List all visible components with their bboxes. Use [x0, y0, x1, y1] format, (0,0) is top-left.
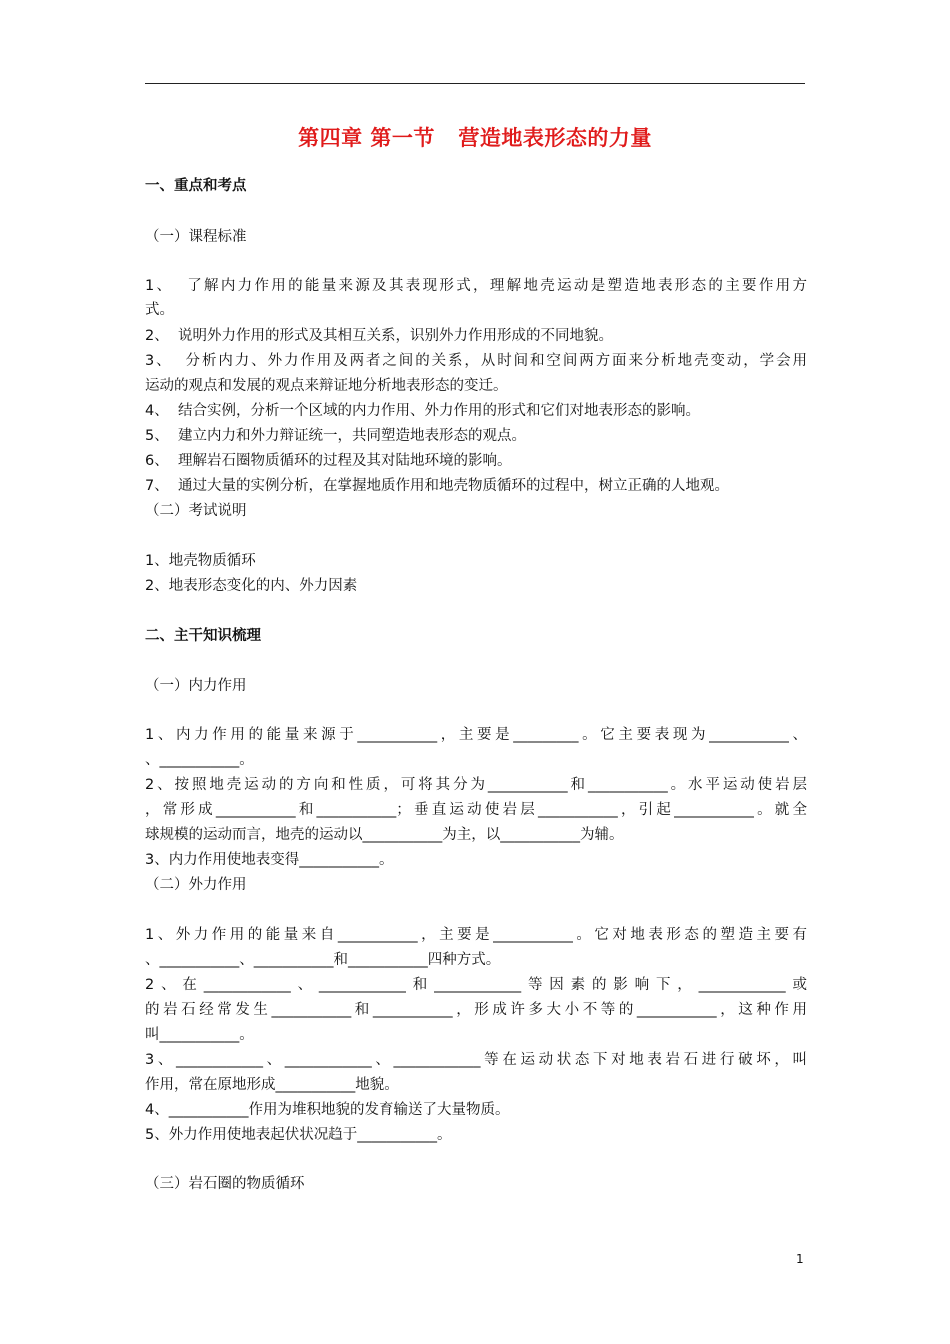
header-rule [145, 83, 805, 84]
internal-line: 、___________。 [145, 752, 254, 768]
internal-line: 1、内力作用的能量来源于___________，主要是_________。它主要表现为___________、 [145, 727, 807, 743]
subheading-external-force: （二）外力作用 [145, 877, 247, 893]
external-line: 叫___________。 [145, 1027, 254, 1043]
external-line: 3、____________、____________、____________等在运动状态下对地表岩石进行破坏，叫 [145, 1052, 807, 1068]
standard-item: 2、 说明外力作用的形式及其相互关系，识别外力作用形成的不同地貌。 [145, 328, 613, 344]
external-line: 、___________、___________和___________四种方式。 [145, 952, 501, 968]
standard-item: 运动的观点和发展的观点来辩证地分析地表形态的变迁。 [145, 378, 508, 394]
subheading-curriculum-standard: （一）课程标准 [145, 229, 247, 245]
section-heading-key-points: 一、重点和考点 [145, 178, 247, 194]
standard-item: 式。 [145, 302, 174, 318]
subheading-exam-notes: （二）考试说明 [145, 503, 247, 519]
internal-line: 2、按照地壳运动的方向和性质，可将其分为___________和___________。水平运动使岩层 [145, 777, 807, 793]
external-line: 的岩石经常发生___________和___________，形成许多大小不等的___________，这种作用 [145, 1002, 807, 1018]
subheading-rock-cycle: （三）岩石圈的物质循环 [145, 1176, 305, 1192]
internal-line: 3、内力作用使地表变得___________。 [145, 852, 394, 868]
standard-item: 5、 建立内力和外力辩证统一，共同塑造地表形态的观点。 [145, 428, 526, 444]
standard-item: 7、 通过大量的实例分析，在掌握地质作用和地壳物质循环的过程中，树立正确的人地观。 [145, 478, 729, 494]
exam-item: 2、地表形态变化的内、外力因素 [145, 578, 358, 594]
section-heading-knowledge: 二、主干知识梳理 [145, 628, 261, 644]
standard-item: 6、 理解岩石圈物质循环的过程及其对陆地环境的影响。 [145, 453, 512, 469]
standard-item: 3、 分析内力、外力作用及两者之间的关系，从时间和空间两方面来分析地壳变动，学会用 [145, 353, 807, 369]
standard-item: 1、 了解内力作用的能量来源及其表现形式，理解地壳运动是塑造地表形态的主要作用方 [145, 278, 807, 294]
external-line: 2、在____________、____________和____________等因素的影响下，____________或 [145, 977, 807, 993]
external-line: 4、___________作用为堆积地貌的发育输送了大量物质。 [145, 1102, 510, 1118]
internal-line: 球规模的运动而言，地壳的运动以___________为主，以___________为辅。 [145, 827, 624, 843]
exam-item: 1、地壳物质循环 [145, 553, 256, 569]
internal-line: ，常形成___________和___________；垂直运动使岩层___________，引起___________。就全 [145, 802, 807, 818]
external-line: 5、外力作用使地表起伏状况趋于___________。 [145, 1127, 452, 1143]
standard-item: 4、 结合实例，分析一个区域的内力作用、外力作用的形式和它们对地表形态的影响。 [145, 403, 700, 419]
subheading-internal-force: （一）内力作用 [145, 678, 247, 694]
page-number: 1 [796, 1252, 804, 1266]
external-line: 作用，常在原地形成___________地貌。 [145, 1077, 399, 1093]
page-title: 第四章 第一节 营造地表形态的力量 [298, 126, 652, 150]
external-line: 1、外力作用的能量来自___________，主要是___________。它对地表形态的塑造主要有 [145, 927, 807, 943]
